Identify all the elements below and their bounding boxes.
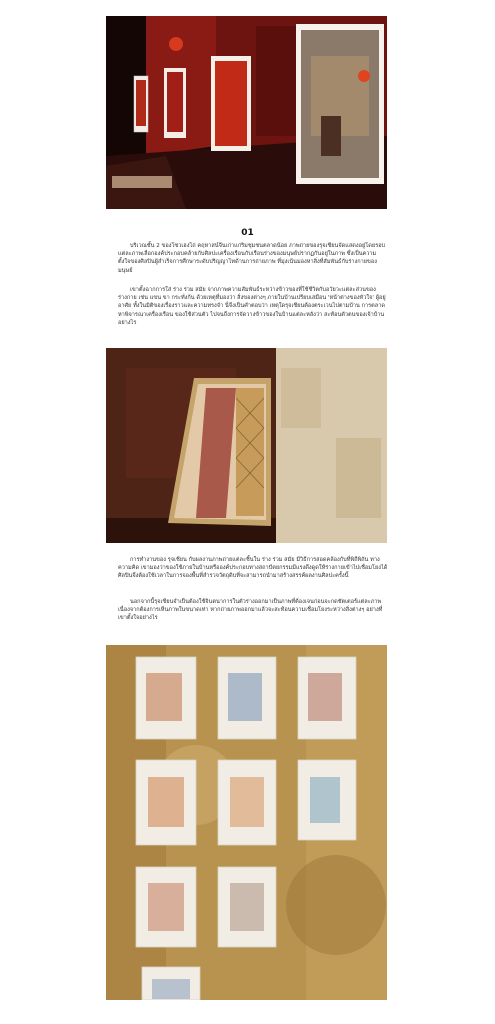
- gallery-installation-image: [106, 16, 387, 209]
- framed-sketches-wall-photo: [106, 645, 387, 1000]
- gallery-installation-photo: [106, 16, 387, 209]
- framed-chair-photo: [106, 348, 387, 543]
- paragraph-1: บริเวณชั้น 2 ของโซวเฮงไถ่ คฤหาสน์จีนเก่าแก่ริมชุมชนตลาดน้อย ภาพถ่ายของรุจเชียนจัดแสดงอยู่โดยรอบ แต่ละภาพเลือกองค์ประกอบคล้ายกับศิลปะเครื่องเรือนกับเรือนร่างของมนุษย์ปรากฏกันอยู่ในภาพ ซึ่งเป็นความตั้งใจของศิลปินผู้สำเร็จการศึกษาระดับปริญญาโทด้านการถ่ายภาพ ที่มุ่งเน้นมองหาสิ่งที่สัมพันธ์กับร่างกายของมนุษย์: [118, 243, 386, 274]
- framed-chair-image: [106, 348, 387, 543]
- paragraph-2: เขาตั้งฉากการใส่ ร่าง ร่วม สมัย จากภาพความสัมพันธ์ระหว่างข้าวของที่ใช้ชีวิตกับอวัยวะแต่ละส่วนของร่างกาย เช่น แขน ขา กระทั่งก้น ด้วยเหตุที่มองว่า สิ่งของต่างๆ ภายในบ้านเปรียบเสมือน 'หน้าต่างของหัวใจ' ผู้อยู่อาศัย ทั้งในมิติของเรื่องราวและความทรงจำ นี่จึงเป็นคำตอบว่า เหตุใดรุจเชียนต้องตระเวนไปตามบ้าน การตลาดหาพิจารณาเครื่องเรือน ของใช้ส่วนตัว ไปจนถึงการจัดวางข้าวของในบ้านแต่ละหลังว่า สะท้อนตัวตนของเจ้าบ้านอย่างไร: [118, 287, 386, 326]
- section-number: 01: [241, 228, 254, 238]
- framed-sketches-image: [106, 645, 387, 1000]
- paragraph-3: การทำงานของ รุจเชียน กับผลงานภาพถ่ายแต่ละชิ้นใน ร่าง ร่วม สมัย มีวิธีการสอดคล้องกับที่พิถีพิถัน ทางความคิด เขามองว่าของใช้ภายในบ้านหรือองค์ประกอบทางสถาปัตยกรรมมีแรงดึงดูดให้ร่างกายเข้าไปเชื่อมโยงได้ ศิลปินจึงต้องใช้เวลาในการจองพื้นที่สำรวจวัตถุดิบที่จะสามารถนำมาสร้างสรรค์ผลงานศิลปะครั้งนี้: [118, 557, 388, 580]
- paragraph-4: นอกจากนี้รุจเชียนจำเป็นต้องใช้จินตนาการในตัวร่างออกมาเป็นภาพที่ต้องเจนก่อนจะกดชัตเตอร์แต่ละภาพ เนื่องจากต้องการเห็นภาพในขนาดเท่า หากถ่ายภาพออกมาแล้วจะสะท้อนความเชื่อมโยงระหว่างสิ่งต่างๆ อย่างที่เขาตั้งใจอย่างไร: [118, 599, 383, 622]
